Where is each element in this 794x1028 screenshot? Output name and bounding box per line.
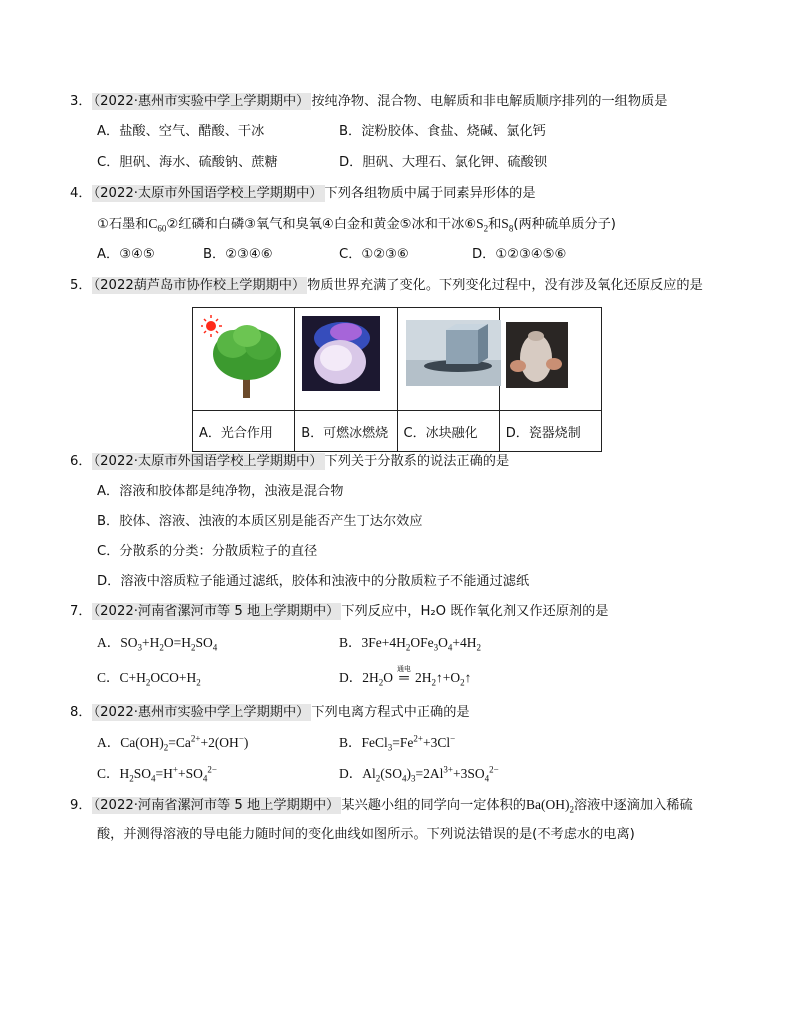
q8-option-c: C．$H_2SO_4=H^++SO_4^{2-}$: [97, 764, 217, 784]
question-number: 3．: [70, 94, 92, 109]
question-stem: 按纯净物、混合物、电解质和非电解质顺序排列的一组物质是: [311, 94, 668, 109]
question-source: （2022·河南省漯河市等 5 地上学期期中）: [93, 604, 340, 619]
burning-ice-icon: [302, 316, 380, 391]
question-stem: 下列反应中，H₂O 既作氧化剂又作还原剂的是: [341, 604, 609, 619]
question-source: （2022葫芦岛市协作校上学期期中）: [93, 278, 306, 293]
q5-image-table: [192, 307, 602, 452]
question-stem: 下列各组物质中属于同素异形体的是: [324, 186, 536, 201]
pottery-icon: [506, 322, 568, 388]
question-9-line-2: 酸，并测得溶液的导电能力随时间的变化曲线如图所示。下列说法错误的是(不考虑水的电离): [97, 827, 635, 842]
q6-option-a: A．溶液和胶体都是纯净物，浊液是混合物: [97, 484, 344, 499]
q4-items: ①石墨和$C_{60}②$红磷和白磷③氧气和臭氧④白金和黄金⑤冰和干冰$⑥S_2$和$S_8$(两种硫单质分子): [97, 216, 616, 234]
q4-option-b: B．②③④⑥: [203, 247, 273, 262]
question-5: [70, 276, 703, 296]
s8-formula: $S_8$: [501, 216, 514, 234]
question-9: 9． （2022·河南省漯河市等 5 地上学期期中） 某兴趣小组的同学向一定体积的$Ba(OH)_2$溶液中逐滴加入稀硫: [70, 797, 693, 815]
image-photosynthesis: [193, 308, 295, 411]
caption-d: D．瓷器烧制: [499, 411, 601, 452]
reaction-condition: 通电: [397, 665, 411, 673]
q3-option-a: A．盐酸、空气、醋酸、干冰: [97, 124, 265, 139]
question-6: [70, 452, 509, 472]
image-porcelain-firing: [499, 308, 601, 411]
question-source: （2022·惠州市实验中学上学期期中）: [93, 705, 310, 720]
q4-option-d: D．①②③④⑤⑥: [472, 247, 567, 262]
q3-option-d: D．胆矾、大理石、氯化钾、硫酸钡: [339, 155, 547, 170]
q8-option-a: A．$Ca(OH)_2=Ca^{2+}+2(OH^-)$: [97, 733, 249, 753]
caption-c: C．冰块融化: [397, 411, 499, 452]
question-number: 8．: [70, 705, 92, 720]
question-stem: 某兴趣小组的同学向一定体积的: [341, 798, 526, 813]
q7-option-b: B．$3Fe+4H_2OFe_3O_4+4H_2$: [339, 635, 481, 653]
ice-cube-icon: [406, 320, 501, 386]
q7-option-c: C．$C+H_2OCO+H_2$: [97, 670, 201, 688]
question-3: [70, 92, 667, 112]
c60-formula: $C_{60}$: [148, 216, 167, 234]
q6-option-b: B．胶体、溶液、浊液的本质区别是能否产生丁达尔效应: [97, 514, 423, 529]
baoh2-formula: $Ba(OH)_2$: [525, 797, 574, 815]
image-ice-melting: [397, 308, 499, 411]
question-4: [70, 184, 536, 204]
question-source: （2022·惠州市实验中学上学期期中）: [93, 94, 310, 109]
q7-option-a: A．$SO_3+H_2O=H_2SO_4$: [97, 635, 218, 653]
q4-option-a: A．③④⑤: [97, 247, 155, 262]
question-8: [70, 703, 470, 723]
q6-option-d: D．溶液中溶质粒子能通过滤纸，胶体和浊液中的分散质粒子不能通过滤纸: [97, 574, 530, 589]
question-stem: 物质世界充满了变化。下列变化过程中，没有涉及氧化还原反应的是: [307, 278, 703, 293]
question-number: 7．: [70, 604, 92, 619]
question-number: 9．: [70, 798, 92, 813]
question-source: （2022·太原市外国语学校上学期期中）: [93, 186, 323, 201]
q7-option-d: D．$2H_2O$ 通电 ═ $2H_2↑+O_2↑$: [339, 668, 471, 688]
caption-a: A．光合作用: [193, 411, 295, 452]
tree-sun-icon: [201, 314, 283, 404]
question-number: 6．: [70, 454, 92, 469]
image-combustible-ice: [295, 308, 397, 411]
q3-option-b: B．淀粉胶体、食盐、烧碱、氯化钙: [339, 124, 546, 139]
question-stem: 下列电离方程式中正确的是: [311, 705, 470, 720]
q4-option-c: C．①②③⑥: [339, 247, 409, 262]
caption-b: B．可燃冰燃烧: [295, 411, 397, 452]
question-7: [70, 602, 608, 622]
s2-formula: $S_2$: [476, 216, 489, 234]
q8-option-d: D．$Al_2(SO_4)_3=2Al^{3+}+3SO_4^{2-}$: [339, 764, 499, 784]
question-source: （2022·太原市外国语学校上学期期中）: [93, 454, 323, 469]
question-stem: 下列关于分散系的说法正确的是: [324, 454, 510, 469]
q3-option-c: C．胆矾、海水、硫酸钠、蔗糖: [97, 155, 278, 170]
question-number: 4．: [70, 186, 92, 201]
q6-option-c: C．分散系的分类：分散质粒子的直径: [97, 544, 318, 559]
q8-option-b: B．$FeCl_3=Fe^{2+}+3Cl^-$: [339, 733, 456, 753]
question-number: 5．: [70, 278, 92, 293]
question-source: （2022·河南省漯河市等 5 地上学期期中）: [93, 798, 340, 813]
